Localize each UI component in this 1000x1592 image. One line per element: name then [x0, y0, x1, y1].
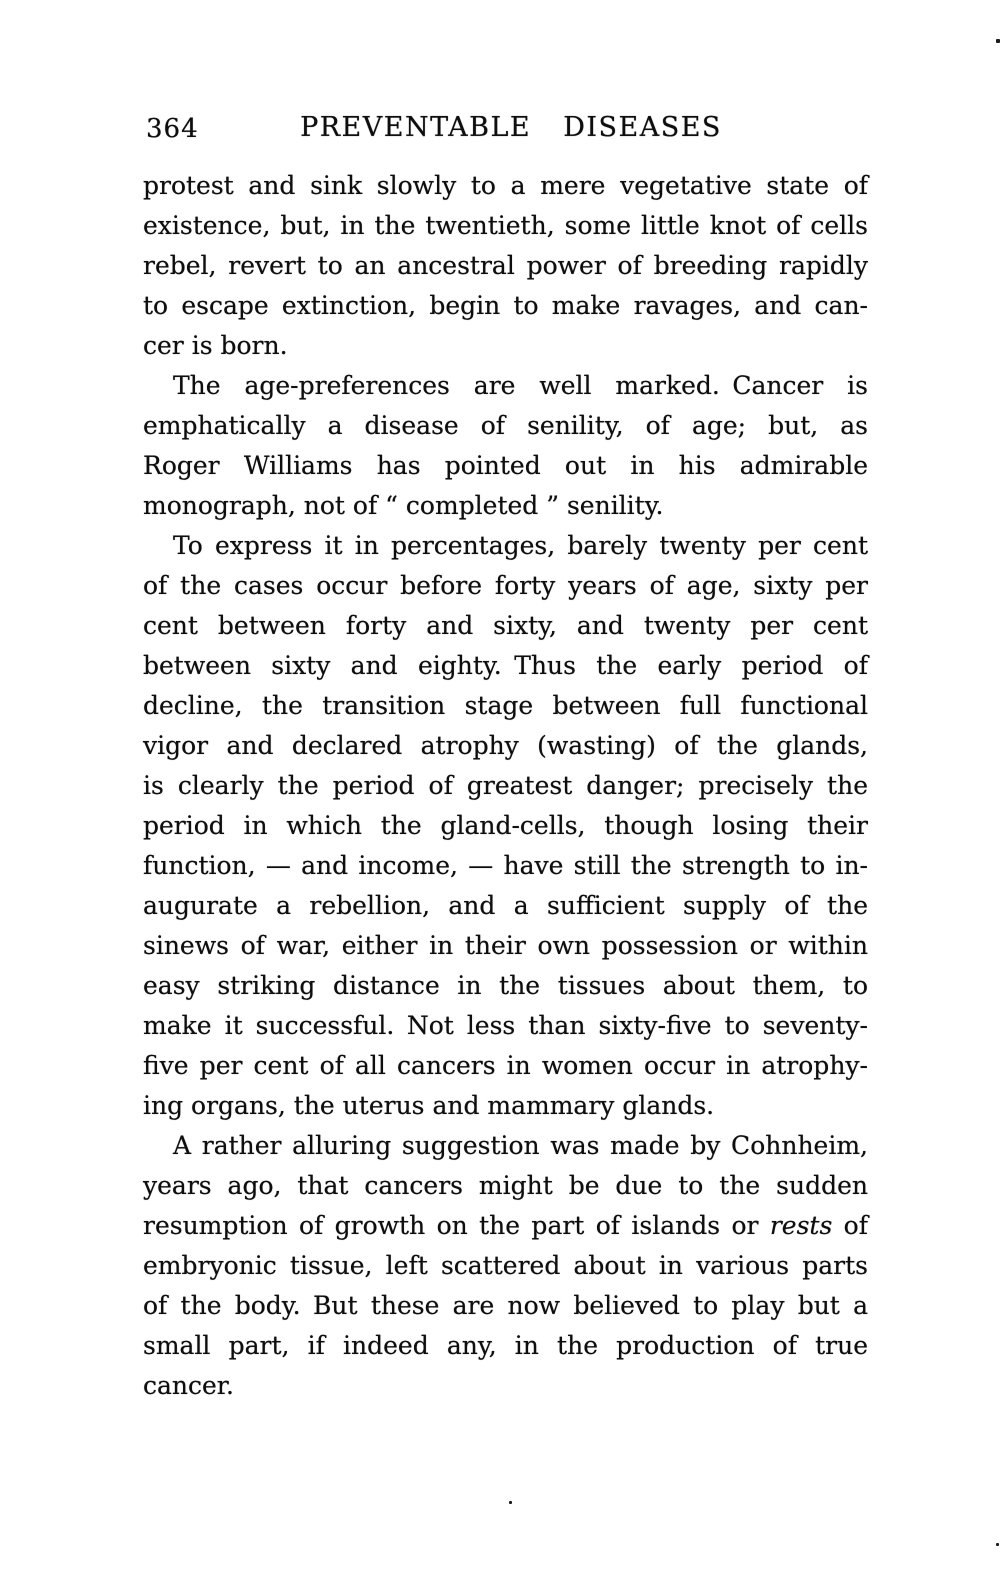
text-line — [143, 406, 868, 446]
text-line — [143, 966, 868, 1006]
text-line — [143, 1166, 868, 1206]
text-segment: decline, the transition stage between full functional — [143, 691, 868, 720]
text-segment: of the body. But these are now believed to play but a — [143, 1291, 868, 1320]
text-line — [143, 806, 868, 846]
text-segment: period in which the gland-cells, though losing their — [143, 811, 868, 840]
text-segment: rebel, revert to an ancestral power of breeding rapidly — [143, 251, 868, 280]
text-segment: cent between forty and sixty, and twenty per cent — [143, 611, 868, 640]
text-line — [143, 766, 868, 806]
text-line — [143, 206, 868, 246]
text-segment: monograph, not of “ completed ” senility. — [143, 491, 664, 520]
text-segment: protest and sink slowly to a mere vegetative state of — [143, 171, 868, 200]
text-line — [143, 1046, 868, 1086]
text-line — [143, 1246, 868, 1286]
text-segment: emphatically a disease of senility, of age; but, as — [143, 411, 868, 440]
text-line — [143, 606, 868, 646]
text-line — [143, 446, 868, 486]
text-line — [143, 686, 868, 726]
text-segment: cancer. — [143, 1371, 234, 1400]
text-line — [143, 726, 868, 766]
text-segment: A rather alluring suggestion was made by Cohnheim, — [173, 1131, 868, 1160]
text-line — [143, 646, 868, 686]
text-segment: of the cases occur before forty years of age, sixty per — [143, 571, 868, 600]
text-line — [143, 166, 868, 206]
text-line — [143, 886, 868, 926]
text-line — [143, 326, 868, 366]
text-segment: embryonic tissue, left scattered about in various parts — [143, 1251, 868, 1280]
italic-text: rests — [769, 1211, 833, 1240]
text-line — [143, 246, 868, 286]
scan-speck — [509, 1501, 512, 1504]
text-line — [143, 846, 868, 886]
text-segment: The age-preferences are well marked. Cancer is — [173, 371, 868, 400]
text-segment: cer is born. — [143, 331, 288, 360]
text-line — [143, 526, 868, 566]
text-segment: to escape extinction, begin to make ravages, and can- — [143, 291, 868, 320]
text-line — [143, 1206, 868, 1246]
text-segment: To express it in percentages, barely twenty per cent — [173, 531, 868, 560]
text-segment: make it successful. Not less than sixty-five to seventy- — [143, 1011, 868, 1040]
text-segment: vigor and declared atrophy (wasting) of the glands, — [143, 731, 868, 760]
text-segment: five per cent of all cancers in women occur in atrophy- — [143, 1051, 868, 1080]
text-line — [143, 1126, 868, 1166]
body-text — [143, 166, 868, 1406]
text-line — [143, 1366, 868, 1406]
text-line — [143, 926, 868, 966]
text-segment: easy striking distance in the tissues about them, to — [143, 971, 868, 1000]
text-line — [143, 1286, 868, 1326]
scan-speck — [996, 39, 1000, 43]
running-header-title: PREVENTABLE DISEASES — [300, 112, 722, 143]
text-line — [143, 1006, 868, 1046]
text-line — [143, 1326, 868, 1366]
text-segment: of — [832, 1211, 868, 1240]
text-segment: is clearly the period of greatest danger; precisely the — [143, 771, 868, 800]
text-line — [143, 286, 868, 326]
text-segment: resumption of growth on the part of islands or — [143, 1211, 770, 1240]
text-segment: augurate a rebellion, and a sufficient supply of the — [143, 891, 868, 920]
text-segment: between sixty and eighty. Thus the early period of — [143, 651, 868, 680]
text-line — [143, 1086, 868, 1126]
text-segment: Roger Williams has pointed out in his admirable — [143, 451, 868, 480]
text-line — [143, 486, 868, 526]
text-segment: ing organs, the uterus and mammary glands. — [143, 1091, 715, 1120]
text-segment: existence, but, in the twentieth, some little knot of cells — [143, 211, 868, 240]
text-line — [143, 566, 868, 606]
text-line — [143, 366, 868, 406]
text-segment: function, — and income, — have still the strength to in- — [143, 851, 868, 880]
scan-speck — [996, 1543, 999, 1546]
text-segment: small part, if indeed any, in the production of true — [143, 1331, 868, 1360]
page-number: 364 — [146, 114, 199, 144]
text-segment: years ago, that cancers might be due to the sudden — [143, 1171, 868, 1200]
text-segment: sinews of war, either in their own possession or within — [143, 931, 868, 960]
